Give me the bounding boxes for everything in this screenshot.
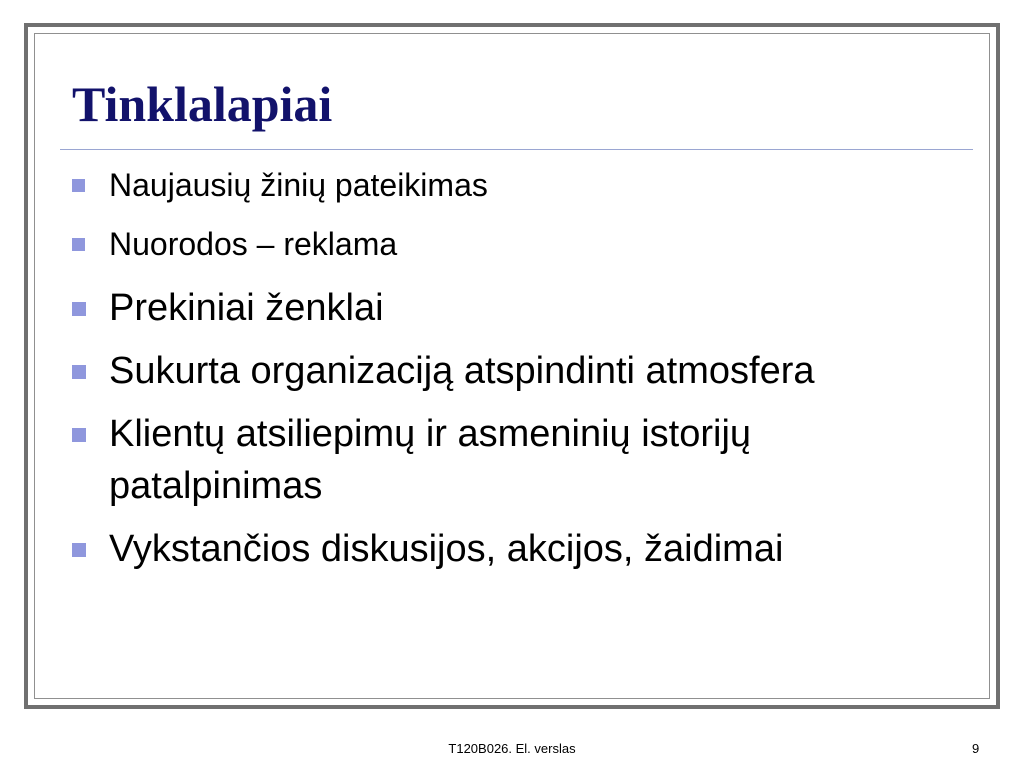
slide-title: Tinklalapiai: [72, 76, 333, 132]
square-bullet-icon: [72, 428, 86, 442]
bullet-item: [72, 282, 952, 334]
bullet-text: Prekiniai ženklai: [109, 287, 384, 329]
title-divider: [60, 149, 973, 150]
square-bullet-icon: [72, 302, 86, 316]
page-number: 9: [972, 741, 980, 756]
bullet-item: [72, 164, 952, 206]
square-bullet-icon: [72, 543, 86, 557]
bullet-item: [72, 345, 952, 397]
bullet-item: [72, 408, 952, 512]
bullet-text: Sukurta organizaciją atspindinti atmosfera: [109, 350, 815, 392]
square-bullet-icon: [72, 365, 86, 379]
bullet-item: [72, 523, 952, 575]
bullet-text: Naujausių žinių pateikimas: [109, 167, 488, 203]
footer-course-label: T120B026. El. verslas: [448, 741, 576, 756]
bullet-text: Nuorodos – reklama: [109, 226, 398, 262]
bullet-item: [72, 223, 952, 265]
bullet-list: [72, 164, 952, 586]
bullet-text: Vykstančios diskusijos, akcijos, žaidimai: [109, 528, 784, 570]
square-bullet-icon: [72, 238, 85, 251]
bullet-text: Klientų atsiliepimų ir asmeninių istorijų patalpinimas: [109, 413, 752, 507]
square-bullet-icon: [72, 179, 85, 192]
